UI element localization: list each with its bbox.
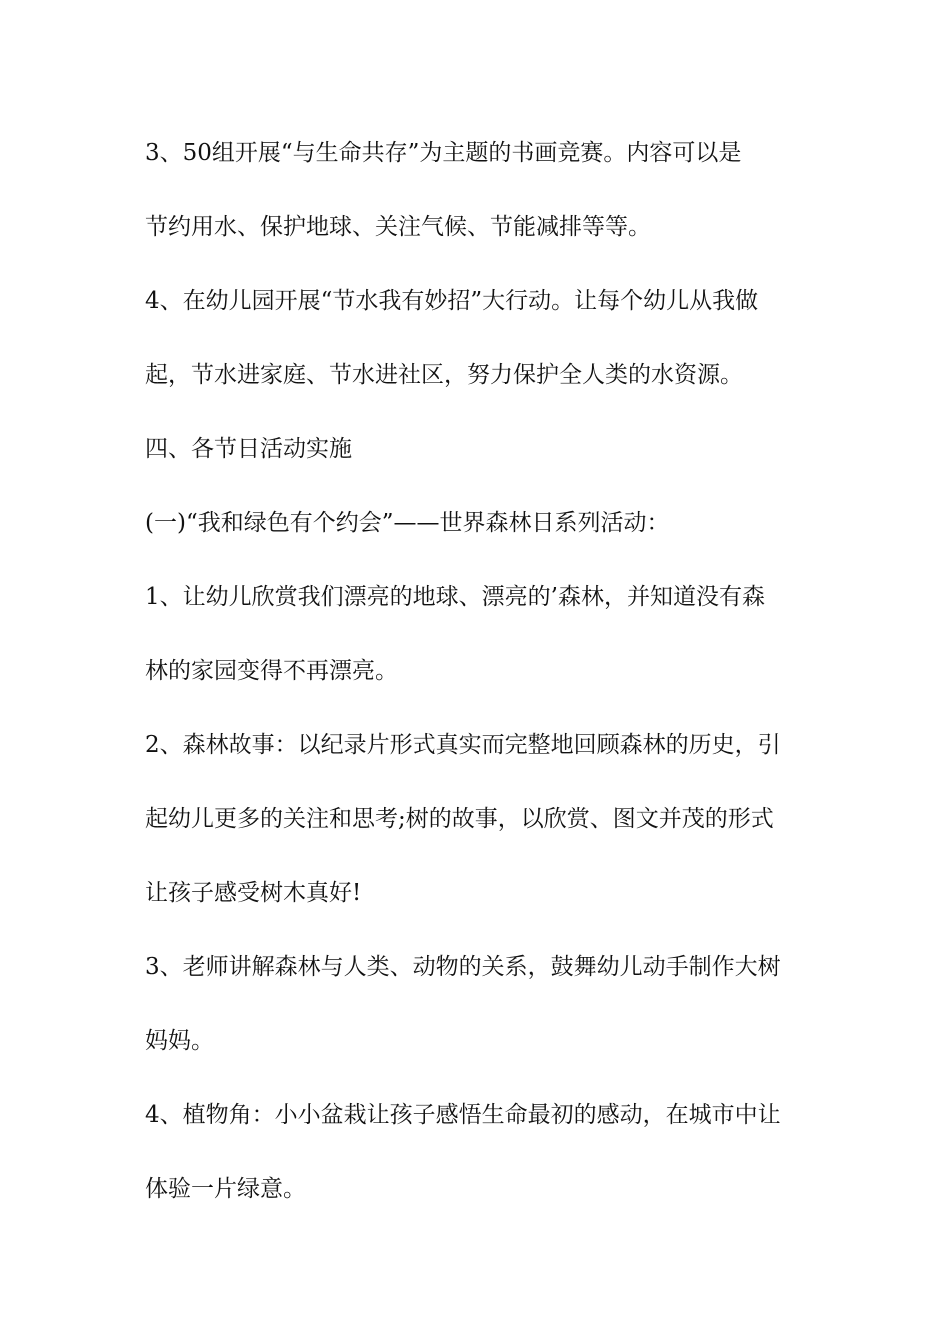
text-line: 3、老师讲解森林与人类、动物的关系，鼓舞幼儿动手制作大树 xyxy=(145,954,781,980)
text-line: 妈妈。 xyxy=(145,1028,214,1054)
text-line: 3、50组开展“与生命共存”为主题的书画竞赛。内容可以是 xyxy=(145,140,742,166)
text-line: 节约用水、保护地球、关注气候、节能减排等等。 xyxy=(145,214,651,240)
text-line: 1、让幼儿欣赏我们漂亮的地球、漂亮的’森林，并知道没有森 xyxy=(145,584,765,610)
text-line: 起幼儿更多的关注和思考;树的故事，以欣赏、图文并茂的形式 xyxy=(145,806,774,832)
text-line: 让孩子感受树木真好! xyxy=(145,880,362,906)
document-body xyxy=(145,128,810,1238)
text-line: 4、植物角：小小盆栽让孩子感悟生命最初的感动，在城市中让 xyxy=(145,1102,781,1128)
subsection-heading: (一)“我和绿色有个约会”——世界森林日系列活动： xyxy=(145,510,670,536)
text-line: 体验一片绿意。 xyxy=(145,1176,306,1202)
text-line: 4、在幼儿园开展“节水我有妙招”大行动。让每个幼儿从我做 xyxy=(145,288,759,314)
text-line: 2、森林故事：以纪录片形式真实而完整地回顾森林的历史，引 xyxy=(145,732,781,758)
text-line: 林的家园变得不再漂亮。 xyxy=(145,658,398,684)
text-line: 起，节水进家庭、节水进社区，努力保护全人类的水资源。 xyxy=(145,362,743,388)
section-heading: 四、各节日活动实施 xyxy=(145,436,352,462)
